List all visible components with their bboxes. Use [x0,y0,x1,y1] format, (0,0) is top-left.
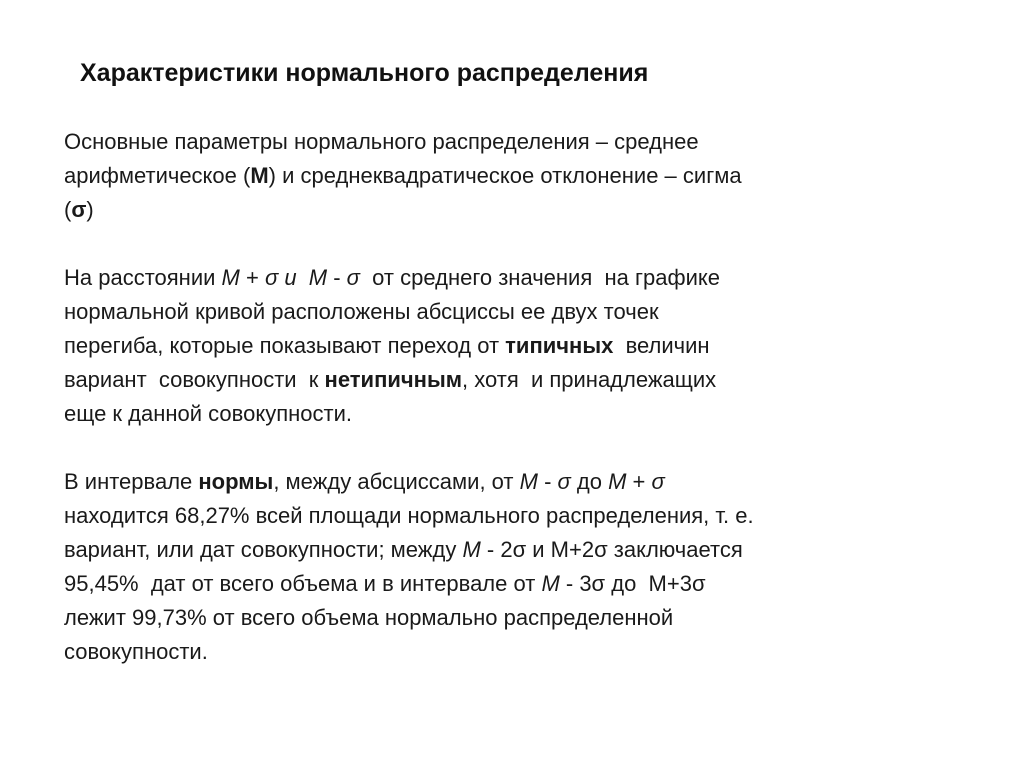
emphasis-text: типичных [505,333,614,358]
formula-text: σ и М [264,265,328,290]
emphasis-text: нормы [198,469,274,494]
text-line [64,193,994,227]
text-line [64,363,994,397]
formula-text: σ [346,265,360,290]
text-segment: - 3σ до М+3σ [559,571,706,596]
paragraph-gap [64,431,994,465]
text-segment: ( [64,197,72,222]
formula-text: М [462,537,481,562]
text-segment: , между абсциссами, от [273,469,520,494]
text-line [64,499,994,533]
text-line [64,397,994,431]
paragraph-gap [64,227,994,261]
text-segment: еще к данной совокупности. [64,401,352,426]
emphasis-text: нетипичным [324,367,463,392]
text-line [64,295,994,329]
text-segment: арифметическое ( [64,163,251,188]
text-segment: ) [86,197,94,222]
text-segment: ) и среднеквадратическое отклонение – сигма [268,163,742,188]
text-line [64,125,994,159]
text-line [64,261,994,295]
slide-title: Характеристики нормального распределения [80,59,649,87]
text-line [64,465,994,499]
paragraph-parameters [64,125,994,227]
slide-body [64,125,994,669]
text-segment: от среднего значения на графике [359,265,720,290]
text-segment: нормальной кривой расположены абсциссы ее двух точек [64,299,659,324]
text-segment: лежит 99,73% от всего объема нормально распределенной [64,605,674,630]
emphasis-text: М [250,163,269,188]
text-line [64,533,994,567]
text-segment: совокупности. [64,639,208,664]
text-segment: 95,45% дат от всего объема и в интервале от [64,571,542,596]
text-segment: вариант, или дат совокупности; между [64,537,463,562]
formula-text: М [608,469,627,494]
formula-text: σ [651,469,665,494]
paragraph-norm-intervals [64,465,994,669]
text-line [64,601,994,635]
text-segment: Основные параметры нормального распределения – среднее [64,129,699,154]
emphasis-text: σ [71,197,87,222]
text-segment: до [570,469,609,494]
formula-text: σ [557,469,571,494]
text-segment: перегиба, которые показывают переход от [64,333,506,358]
text-segment: величин [613,333,710,358]
text-segment: В интервале [64,469,199,494]
text-segment: - 2σ и М+2σ заключается [480,537,743,562]
paragraph-inflection-points [64,261,994,431]
formula-text: М [541,571,560,596]
text-line [64,329,994,363]
text-segment: На расстоянии [64,265,222,290]
text-segment: вариант совокупности к [64,367,325,392]
text-segment: - [327,265,347,290]
text-line [64,159,994,193]
text-segment: + [626,469,652,494]
formula-text: М [519,469,538,494]
text-line [64,635,994,669]
text-segment: - [537,469,558,494]
text-segment: , хотя и принадлежащих [462,367,717,392]
text-line [64,567,994,601]
formula-text: М [221,265,240,290]
text-segment: находится 68,27% всей площади нормального распределения, т. е. [64,503,754,528]
text-segment: + [239,265,265,290]
